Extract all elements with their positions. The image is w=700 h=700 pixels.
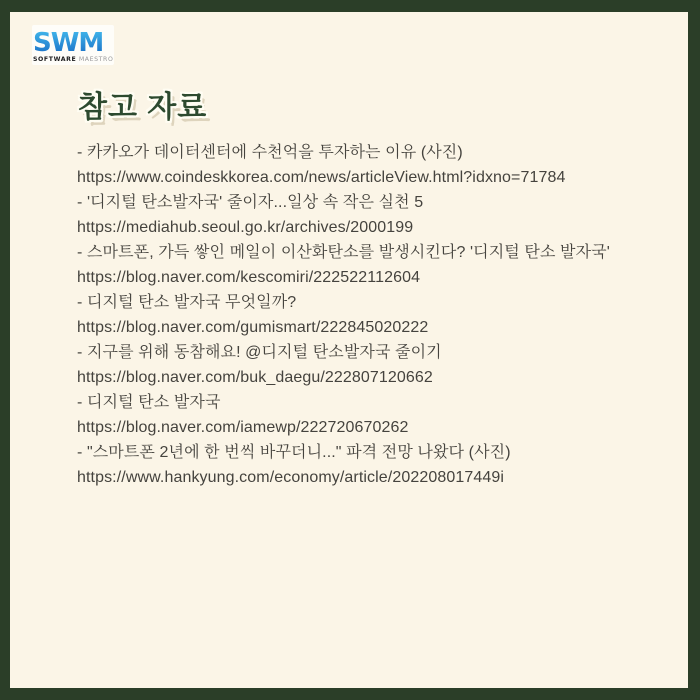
reference-url: https://mediahub.seoul.go.kr/archives/2000199 [77, 219, 414, 236]
logo-subtitle-bold: SOFTWARE [33, 56, 77, 63]
reference-item [77, 140, 657, 190]
reference-label: - 카카오가 데이터센터에 수천억을 투자하는 이유 (사진) [77, 144, 463, 161]
software-maestro-logo [32, 25, 114, 65]
reference-url: https://www.coindeskkorea.com/news/articleView.html?idxno=71784 [77, 169, 566, 186]
reference-item [77, 440, 657, 490]
reference-label: - "스마트폰 2년에 한 번씩 바꾸더니..." 파격 전망 나왔다 (사진) [77, 444, 511, 461]
logo-brand-text: SWM [33, 28, 104, 58]
reference-label: - 디지털 탄소 발자국 [77, 394, 221, 411]
reference-label: - 디지털 탄소 발자국 무엇일까? [77, 294, 297, 311]
reference-url: https://blog.naver.com/kescomiri/222522112604 [77, 269, 421, 286]
logo-subtitle-light: MAESTRO [76, 56, 114, 63]
reference-label: - 스마트폰, 가득 쌓인 메일이 이산화탄소를 발생시킨다? '디지털 탄소 발자국' [77, 244, 610, 261]
reference-list [77, 140, 657, 490]
reference-label: - '디지털 탄소발자국' 줄이자...일상 속 작은 실천 5 [77, 194, 424, 211]
reference-item [77, 390, 657, 440]
svg-text:SOFTWARE MAESTRO [33, 56, 113, 63]
reference-label: - 지구를 위해 동참해요! @디지털 탄소발자국 줄이기 [77, 344, 442, 361]
page-title: 참고 자료 [78, 91, 208, 124]
reference-item [77, 240, 657, 290]
reference-url: https://blog.naver.com/iamewp/222720670262 [77, 419, 409, 436]
reference-item [77, 190, 657, 240]
reference-url: https://blog.naver.com/gumismart/222845020222 [77, 319, 429, 336]
swm-logo-icon [32, 25, 114, 65]
reference-item [77, 290, 657, 340]
slide-background [10, 12, 688, 688]
reference-item [77, 340, 657, 390]
reference-url: https://blog.naver.com/buk_daegu/222807120662 [77, 369, 433, 386]
reference-url: https://www.hankyung.com/economy/article/202208017449i [77, 469, 504, 486]
